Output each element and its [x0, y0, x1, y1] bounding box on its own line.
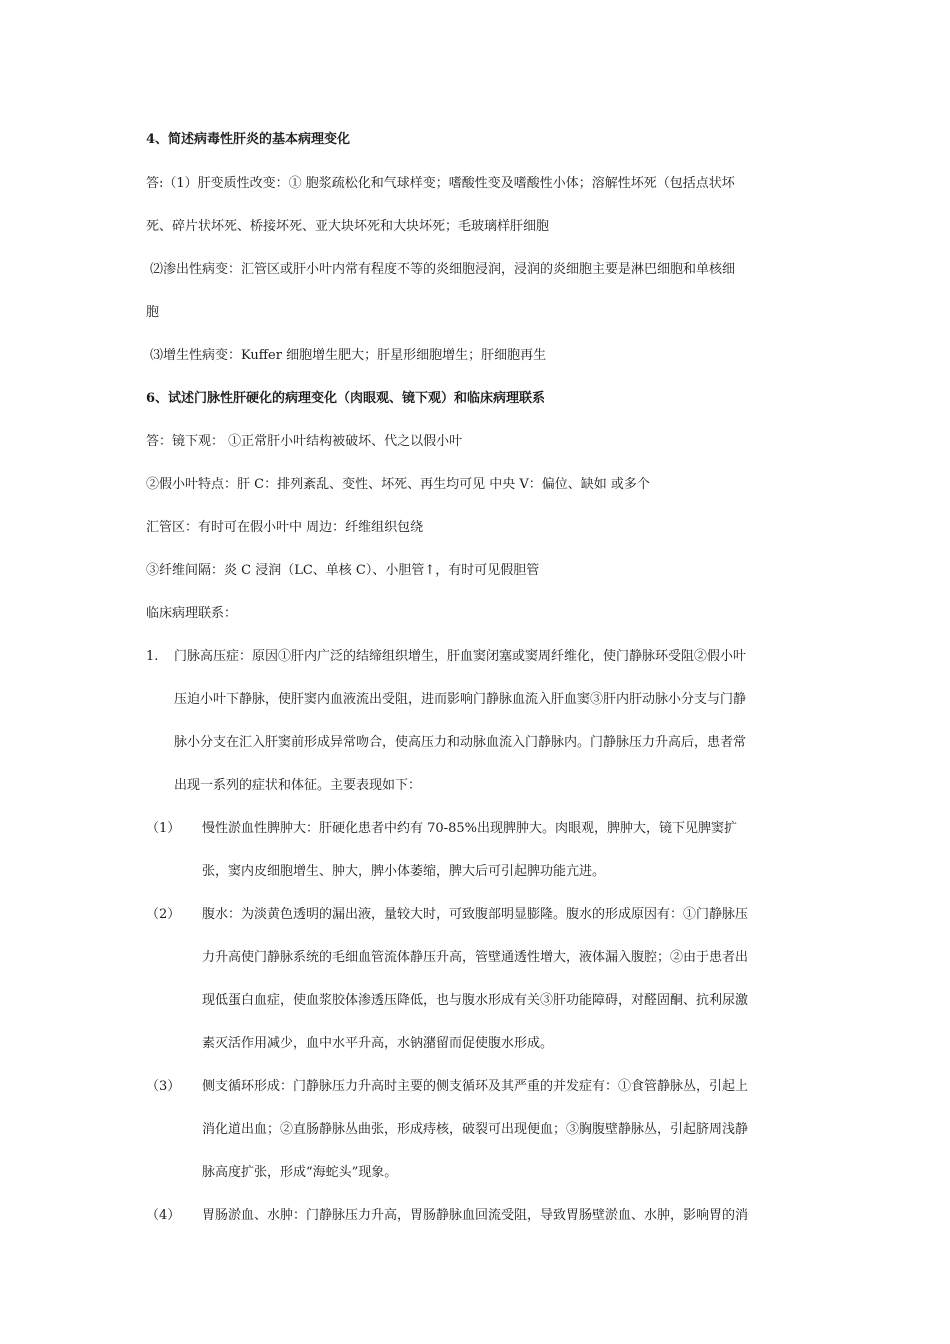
- question-4-title: 4、简述病毒性肝炎的基本病理变化: [146, 132, 351, 147]
- sub-item-number: （1）: [146, 821, 181, 836]
- answer-4-line-2: 死、碎片状坏死、桥接坏死、亚大块坏死和大块坏死；毛玻璃样肝细胞: [146, 219, 550, 234]
- list-item-1-line-3: 脉小分支在汇入肝窦前形成异常吻合，使高压力和动脉血流入门静脉内。门静脉压力升高后，患者常: [174, 735, 747, 750]
- list-item-number: 1.: [146, 649, 159, 664]
- sub-item-2-line-1: 腹水：为淡黄色透明的漏出液，量较大时，可致腹部明显膨隆。腹水的形成原因有：①门静脉压: [202, 907, 749, 922]
- list-item-1-line-4: 出现一系列的症状和体征。主要表现如下：: [174, 778, 422, 793]
- answer-4-line-4: 胞: [146, 305, 160, 320]
- answer-6-line-3: 汇管区：有时可在假小叶中 周边：纤维组织包绕: [146, 520, 424, 535]
- list-item-1-line-1: 门脉高压症：原因①肝内广泛的结缔组织增生，肝血窦闭塞或窦周纤维化，使门静脉环受阻②假小叶: [174, 649, 747, 664]
- question-6-title: 6、试述门脉性肝硬化的病理变化（肉眼观、镜下观）和临床病理联系: [146, 391, 546, 406]
- sub-item-number: （3）: [146, 1079, 181, 1094]
- sub-item-2-line-2: 力升高使门静脉系统的毛细血管流体静压升高，管壁通透性增大，液体漏入腹腔；②由于患者出: [202, 950, 749, 965]
- sub-item-3-line-3: 脉高度扩张，形成“海蛇头”现象。: [202, 1165, 398, 1180]
- answer-6-line-1: 答：镜下观： ①正常肝小叶结构被破坏、代之以假小叶: [146, 434, 463, 449]
- list-item-1-line-2: 压迫小叶下静脉，使肝窦内血液流出受阻，进而影响门静脉血流入肝血窦③肝内肝动脉小分支与门静: [174, 692, 747, 707]
- sub-item-1-line-2: 张，窦内皮细胞增生、肿大，脾小体萎缩，脾大后可引起脾功能亢进。: [202, 864, 606, 879]
- answer-6-line-4: ③纤维间隔：炎 C 浸润（LC、单核 C）、小胆管↑，有时可见假胆管: [146, 563, 540, 578]
- sub-item-1-line-1: 慢性淤血性脾肿大：肝硬化患者中约有 70-85%出现脾肿大。肉眼观，脾肿大，镜下见脾窦扩: [202, 821, 737, 836]
- sub-item-4-line-1: 胃肠淤血、水肿：门静脉压力升高，胃肠静脉血回流受阻，导致胃肠壁淤血、水肿，影响胃的消: [202, 1208, 749, 1223]
- sub-item-2-line-3: 现低蛋白血症，使血浆胶体渗透压降低，也与腹水形成有关③肝功能障碍，对醛固酮、抗利尿激: [202, 993, 749, 1008]
- sub-item-number: （2）: [146, 907, 181, 922]
- answer-4-line-3: ⑵渗出性病变：汇管区或肝小叶内常有程度不等的炎细胞浸润，浸润的炎细胞主要是淋巴细胞和单核细: [150, 262, 736, 277]
- answer-4-line-5: ⑶增生性病变：Kuffer 细胞增生肥大；肝星形细胞增生；肝细胞再生: [150, 348, 547, 363]
- sub-item-2-line-4: 素灭活作用减少，血中水平升高，水钠潴留而促使腹水形成。: [202, 1036, 554, 1051]
- answer-4-line-1: 答:（1）肝变质性改变：① 胞浆疏松化和气球样变；嗜酸性变及嗜酸性小体；溶解性坏死（包括点状坏: [146, 176, 735, 191]
- sub-item-3-line-2: 消化道出血；②直肠静脉丛曲张，形成痔核，破裂可出现便血；③胸腹壁静脉丛，引起脐周浅静: [202, 1122, 749, 1137]
- sub-item-number: （4）: [146, 1208, 181, 1223]
- answer-6-line-5: 临床病理联系：: [146, 606, 238, 621]
- answer-6-line-2: ②假小叶特点：肝 C：排列紊乱、变性、坏死、再生均可见 中央 V：偏位、缺如 或多个: [146, 477, 650, 492]
- sub-item-3-line-1: 侧支循环形成：门静脉压力升高时主要的侧支循环及其严重的并发症有：①食管静脉丛，引起上: [202, 1079, 749, 1094]
